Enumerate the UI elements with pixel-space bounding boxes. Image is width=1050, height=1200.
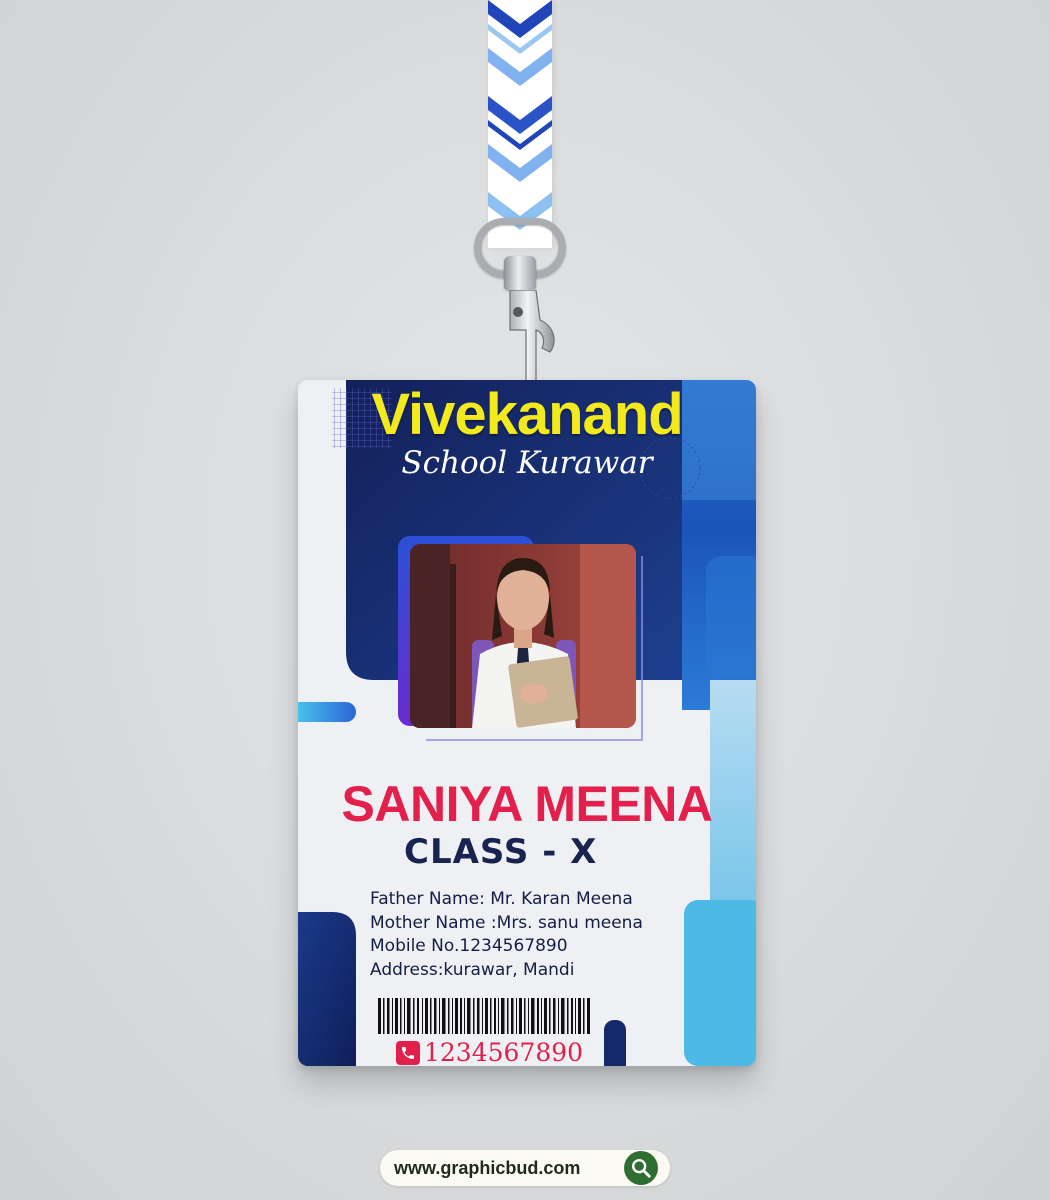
address: Address:kurawar, Mandi [370, 959, 575, 980]
website-url[interactable]: www.graphicbud.com [394, 1158, 581, 1178]
school-subtitle: School Kurawar [401, 445, 653, 481]
phone-icon [396, 1041, 420, 1065]
search-button[interactable] [624, 1151, 658, 1185]
contact-phone [396, 1038, 583, 1066]
student-details [370, 888, 710, 982]
phone-number: 1234567890 [424, 1038, 584, 1066]
mother-name: Mother Name :Mrs. sanu meena [370, 912, 643, 933]
mobile-number: Mobile No.1234567890 [370, 936, 568, 956]
school-name: Vivekanand [371, 382, 683, 447]
search-icon [630, 1157, 652, 1179]
student-name: SANIYA MEENA [341, 776, 713, 832]
father-name: Father Name: Mr. Karan Meena [370, 889, 633, 909]
id-card [298, 380, 756, 1066]
url-pill[interactable] [380, 1150, 670, 1186]
lanyard-strap [488, 0, 552, 248]
class-label: CLASS - X [404, 832, 598, 872]
barcode [378, 998, 594, 1038]
student-photo [410, 544, 636, 728]
lanyard-swivel [504, 256, 536, 290]
